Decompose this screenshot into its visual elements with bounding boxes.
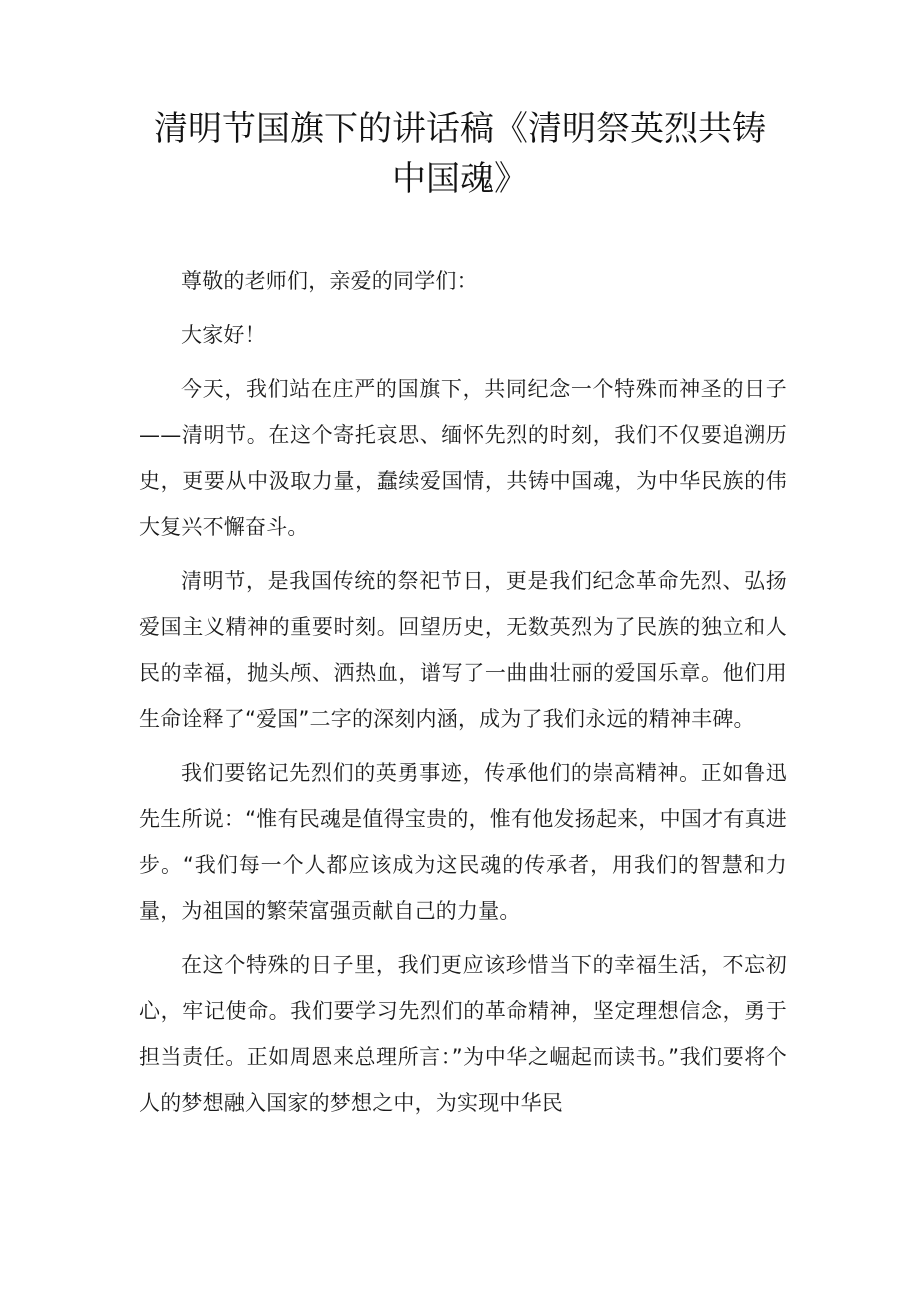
greeting: 大家好！ — [181, 323, 266, 347]
paragraph-2: 清明节，是我国传统的祭祀节日，更是我们纪念革命先烈、弘扬爱国主义精神的重要时刻。回望历史，无数英烈为了民族的独立和人民的幸福，抛头颅、洒热血，谱写了一曲曲壮丽的爱国乐章。他们用生命诠释了“爱国”二字的深刻内涵，成为了我们永远的精神丰碑。 — [139, 569, 787, 731]
paragraph-1: 今天，我们站在庄严的国旗下，共同纪念一个特殊而神圣的日子——清明节。在这个寄托哀思、缅怀先烈的时刻，我们不仅要追溯历史，更要从中汲取力量，蠢续爱国情，共铸中国魂，为中华民族的伟大复兴不懈奋斗。 — [139, 377, 787, 539]
paragraph-3: 我们要铭记先烈们的英勇事迹，传承他们的崇高精神。正如鲁迅先生所说：“惟有民魂是值得宝贵的，惟有他发扬起来，中国才有真进步。“我们每一个人都应该成为这民魂的传承者，用我们的智慧和力量，为祖国的繁荣富强贡献自己的力量。 — [139, 761, 787, 923]
document-body — [139, 258, 787, 1126]
document-title — [110, 104, 810, 204]
salutation: 尊敬的老师们，亲爱的同学们： — [181, 269, 478, 293]
title-line-1: 清明节国旗下的讲话稿《清明祭英烈共铸 — [154, 109, 766, 149]
paragraph-4: 在这个特殊的日子里，我们更应该珍惜当下的幸福生活，不忘初心，牢记使命。我们要学习先烈们的革命精神，坚定理想信念，勇于担当责任。正如周恩来总理所言：”为中华之崛起而读书。”我们要将个人的梦想融入国家的梦想之中，为实现中华民 — [139, 953, 787, 1115]
title-line-2: 中国魂》 — [392, 159, 528, 199]
